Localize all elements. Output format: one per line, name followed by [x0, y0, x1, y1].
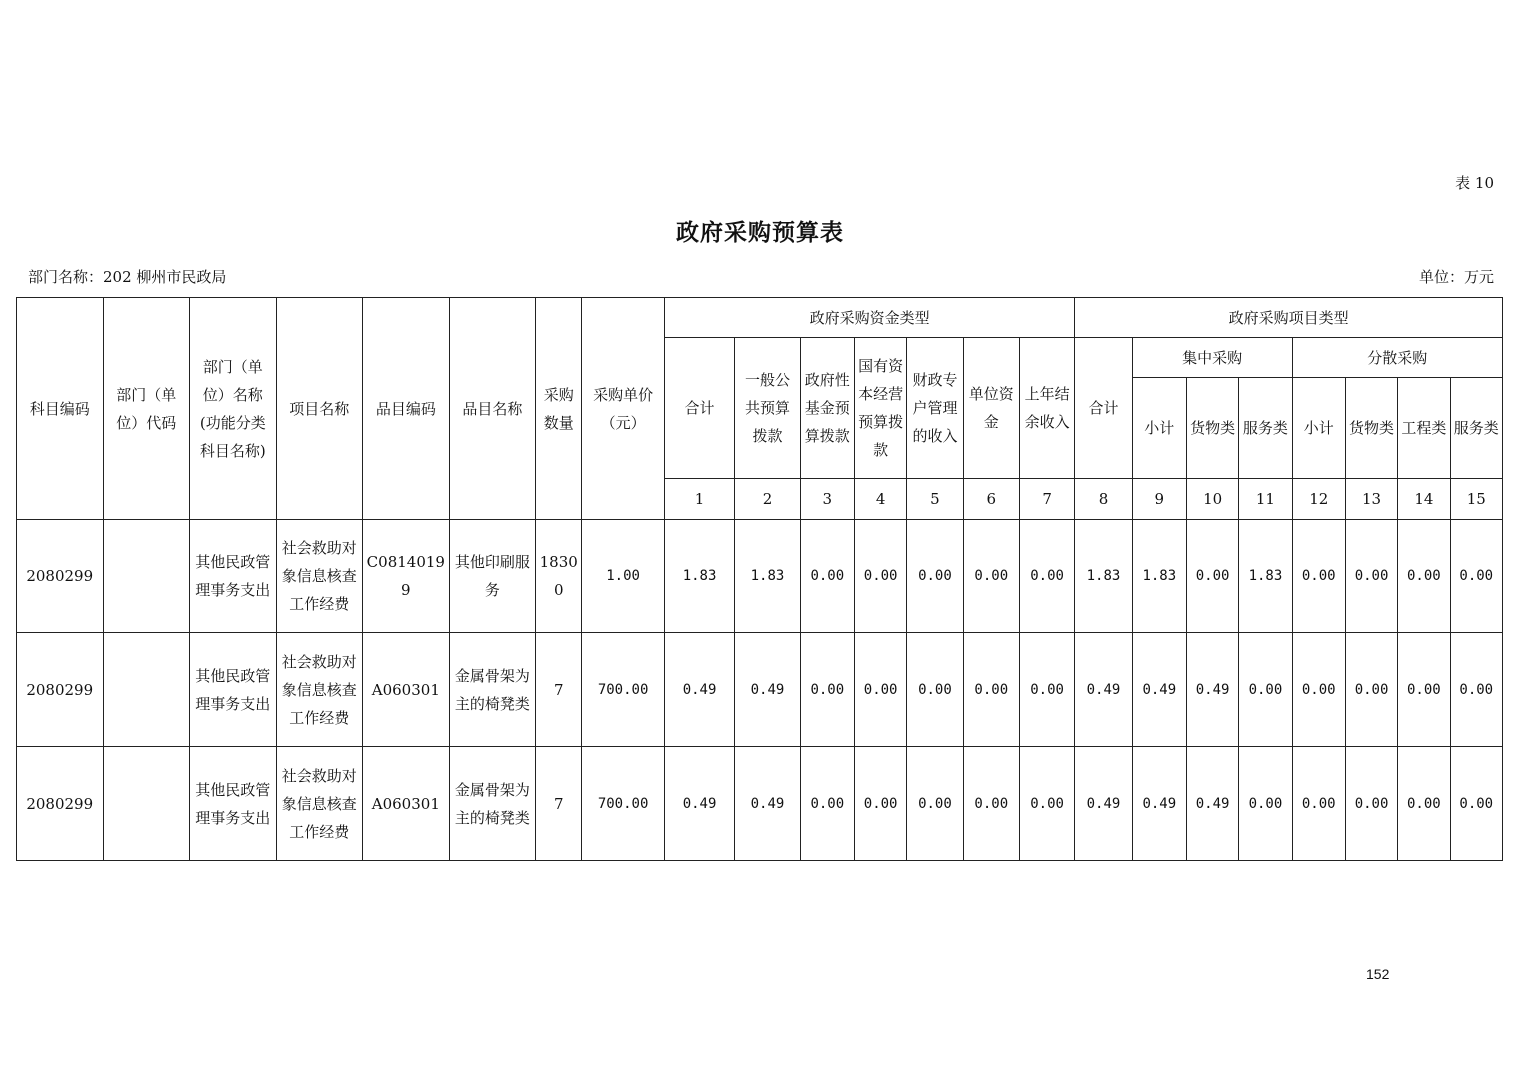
value-cell: 0.00: [1019, 520, 1074, 633]
value-cell: 0.00: [800, 747, 854, 861]
item-name-cell: 金属骨架为主的椅凳类: [449, 747, 536, 861]
subject-code-cell: 2080299: [17, 747, 104, 861]
value-cell: 0.00: [1398, 747, 1450, 861]
value-cell: 0.00: [1450, 633, 1502, 747]
value-cell: 0.00: [1292, 633, 1345, 747]
header-c-service: 服务类: [1239, 378, 1292, 479]
column-number: 9: [1132, 479, 1186, 520]
unit-price-cell: 700.00: [582, 633, 664, 747]
dept-code-cell: [103, 633, 190, 747]
subject-code-cell: 2080299: [17, 520, 104, 633]
quantity-cell: 7: [536, 747, 582, 861]
header-d-engineering: 工程类: [1398, 378, 1450, 479]
value-cell: 1.83: [1075, 520, 1132, 633]
header-centralized: 集中采购: [1132, 338, 1292, 378]
page-number: 152: [1366, 966, 1390, 982]
header-special-account: 财政专户管理的收入: [907, 338, 963, 479]
project-name-cell: 社会救助对象信息核查工作经费: [276, 520, 363, 633]
table-number: 表 10: [1455, 174, 1494, 192]
unit-price-cell: 700.00: [582, 747, 664, 861]
header-item-name: 品目名称: [449, 298, 536, 520]
header-c-goods: 货物类: [1186, 378, 1238, 479]
value-cell: 0.49: [1132, 633, 1186, 747]
column-number: 11: [1239, 479, 1292, 520]
header-fund-total: 合计: [664, 338, 734, 479]
item-name-cell: 金属骨架为主的椅凳类: [449, 633, 536, 747]
value-cell: 0.00: [800, 520, 854, 633]
value-cell: 0.00: [1345, 747, 1397, 861]
column-number: 14: [1398, 479, 1450, 520]
dept-name-cell: 其他民政管理事务支出: [190, 520, 277, 633]
column-number: 4: [854, 479, 906, 520]
value-cell: 0.00: [963, 747, 1019, 861]
value-cell: 0.00: [907, 747, 963, 861]
header-proj-total: 合计: [1075, 338, 1132, 479]
value-cell: 0.00: [800, 633, 854, 747]
header-subject-code: 科目编码: [17, 298, 104, 520]
value-cell: 0.00: [854, 520, 906, 633]
value-cell: 0.00: [963, 520, 1019, 633]
unit-label: 单位：万元: [1418, 268, 1494, 286]
header-unit-price: 采购单价（元）: [582, 298, 664, 520]
value-cell: 0.00: [1345, 633, 1397, 747]
subject-code-cell: 2080299: [17, 633, 104, 747]
value-cell: 0.00: [1398, 520, 1450, 633]
value-cell: 1.83: [664, 520, 734, 633]
dept-name-cell: 其他民政管理事务支出: [190, 633, 277, 747]
value-cell: 0.00: [1450, 520, 1502, 633]
header-project-name: 项目名称: [276, 298, 363, 520]
value-cell: 0.00: [907, 520, 963, 633]
column-number: 2: [735, 479, 800, 520]
value-cell: 1.83: [1239, 520, 1292, 633]
procurement-budget-table: [16, 297, 1503, 861]
project-name-cell: 社会救助对象信息核查工作经费: [276, 747, 363, 861]
column-number: 7: [1019, 479, 1074, 520]
item-name-cell: 其他印刷服务: [449, 520, 536, 633]
value-cell: 0.00: [1345, 520, 1397, 633]
value-cell: 0.00: [1292, 520, 1345, 633]
table-row: [17, 747, 1503, 861]
value-cell: 0.00: [1239, 747, 1292, 861]
value-cell: 0.00: [1398, 633, 1450, 747]
value-cell: 0.00: [1186, 520, 1238, 633]
header-quantity: 采购数量: [536, 298, 582, 520]
column-number: 1: [664, 479, 734, 520]
header-project-type-group: 政府采购项目类型: [1075, 298, 1503, 338]
value-cell: 0.49: [664, 633, 734, 747]
header-dept-name: 部门（单位）名称(功能分类科目名称): [190, 298, 277, 520]
value-cell: 0.49: [1132, 747, 1186, 861]
project-name-cell: 社会救助对象信息核查工作经费: [276, 633, 363, 747]
value-cell: 0.00: [1019, 633, 1074, 747]
value-cell: 0.00: [1019, 747, 1074, 861]
header-dept-code: 部门（单位）代码: [103, 298, 190, 520]
column-number: 6: [963, 479, 1019, 520]
value-cell: 1.83: [1132, 520, 1186, 633]
item-code-cell: A060301: [363, 747, 450, 861]
table-row: [17, 633, 1503, 747]
dept-code-cell: [103, 747, 190, 861]
dept-name-cell: 其他民政管理事务支出: [190, 747, 277, 861]
column-number: 5: [907, 479, 963, 520]
header-row-1: [17, 298, 1503, 338]
value-cell: 0.00: [1450, 747, 1502, 861]
column-number: 10: [1186, 479, 1238, 520]
header-d-goods: 货物类: [1345, 378, 1397, 479]
header-unit-fund: 单位资金: [963, 338, 1019, 479]
value-cell: 0.00: [1239, 633, 1292, 747]
quantity-cell: 18300: [536, 520, 582, 633]
value-cell: 1.83: [735, 520, 800, 633]
header-prior-balance: 上年结余收入: [1019, 338, 1074, 479]
value-cell: 0.49: [1075, 633, 1132, 747]
header-decentralized: 分散采购: [1292, 338, 1502, 378]
header-general-budget: 一般公共预算拨款: [735, 338, 800, 479]
value-cell: 0.00: [854, 633, 906, 747]
column-number: 3: [800, 479, 854, 520]
table-row: [17, 520, 1503, 633]
value-cell: 0.00: [907, 633, 963, 747]
header-state-capital: 国有资本经营预算拨款: [854, 338, 906, 479]
value-cell: 0.00: [963, 633, 1019, 747]
value-cell: 0.49: [735, 747, 800, 861]
dept-code-cell: [103, 520, 190, 633]
column-number: 13: [1345, 479, 1397, 520]
value-cell: 0.49: [1186, 747, 1238, 861]
value-cell: 0.49: [1075, 747, 1132, 861]
header-item-code: 品目编码: [363, 298, 450, 520]
item-code-cell: C08140199: [363, 520, 450, 633]
value-cell: 0.49: [1186, 633, 1238, 747]
header-d-service: 服务类: [1450, 378, 1502, 479]
header-c-subtotal: 小计: [1132, 378, 1186, 479]
header-gov-fund: 政府性基金预算拨款: [800, 338, 854, 479]
unit-price-cell: 1.00: [582, 520, 664, 633]
page-title: 政府采购预算表: [676, 219, 844, 246]
value-cell: 0.00: [854, 747, 906, 861]
value-cell: 0.00: [1292, 747, 1345, 861]
quantity-cell: 7: [536, 633, 582, 747]
value-cell: 0.49: [735, 633, 800, 747]
value-cell: 0.49: [664, 747, 734, 861]
department-label: 部门名称：202 柳州市民政局: [28, 268, 227, 286]
column-number: 15: [1450, 479, 1502, 520]
item-code-cell: A060301: [363, 633, 450, 747]
column-number: 12: [1292, 479, 1345, 520]
header-fund-type-group: 政府采购资金类型: [664, 298, 1074, 338]
header-d-subtotal: 小计: [1292, 378, 1345, 479]
column-number: 8: [1075, 479, 1132, 520]
